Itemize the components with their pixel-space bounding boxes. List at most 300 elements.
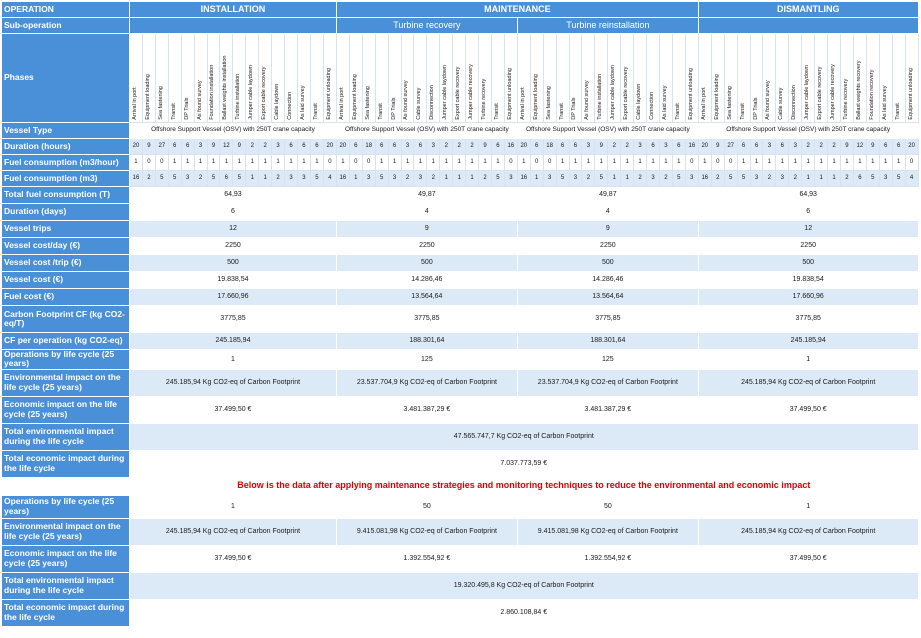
- row-label-vessel-cost-day: Vessel cost/day (€): [2, 238, 130, 255]
- phase-cell: [310, 34, 323, 123]
- table-row: [2, 221, 919, 238]
- group-value-fuel-cost: 17.660,96: [698, 289, 918, 306]
- phase-cell: [763, 34, 776, 123]
- phase-cell: [892, 34, 905, 123]
- phase-value: 1: [233, 155, 246, 171]
- phase-value: 0: [323, 155, 336, 171]
- phase-value: 3: [504, 171, 517, 187]
- group-value-cost-trip: 500: [336, 255, 517, 272]
- phase-value: 1: [246, 171, 259, 187]
- phase-cell: [802, 34, 815, 123]
- phase-value: 6: [879, 139, 892, 155]
- phase-value: 1: [259, 171, 272, 187]
- phase-value: 1: [246, 155, 259, 171]
- phase-label: As found survey: [196, 80, 203, 120]
- phase-cell: [841, 34, 854, 123]
- table-row: [2, 599, 919, 626]
- group-value-carbon-fp: 3775,85: [336, 306, 517, 333]
- phase-cell: [543, 34, 556, 123]
- group-value-cost-trip: 500: [698, 255, 918, 272]
- row-label-vessel-type: Vessel Type: [2, 123, 130, 139]
- phase-value: 3: [634, 139, 647, 155]
- phase-cell: [246, 34, 259, 123]
- phase-value: 3: [543, 171, 556, 187]
- phase-value: 2: [427, 171, 440, 187]
- row-label-econ-impact: Economic impact on the life cycle (25 years): [2, 545, 130, 572]
- phase-value: 1: [285, 155, 298, 171]
- table-row: [2, 18, 919, 34]
- phase-value: 6: [853, 171, 866, 187]
- phase-label: Equipment unloading: [687, 68, 694, 120]
- phase-value: 2: [608, 139, 621, 155]
- phase-value: 2: [142, 171, 155, 187]
- group-value-cost-day: 2250: [517, 238, 698, 255]
- row-label-total-econ: Total economic impact during the life cycle: [2, 450, 130, 477]
- phase-value: 16: [130, 171, 143, 187]
- table-row: [2, 139, 919, 155]
- phase-value: 1: [634, 155, 647, 171]
- group-value-vessel-cost: 14.286,46: [517, 272, 698, 289]
- phase-value: 6: [530, 139, 543, 155]
- phase-value: 1: [672, 155, 685, 171]
- phase-label: Turbine recovery: [843, 78, 850, 120]
- phase-cell: [414, 34, 427, 123]
- row-label-vessel-trips: Vessel trips: [2, 221, 130, 238]
- phase-value: 6: [750, 139, 763, 155]
- phase-value: 20: [517, 139, 530, 155]
- phase-value: 1: [491, 155, 504, 171]
- group-value-env: 23.537.704,9 Kg CO2-eq of Carbon Footprint: [517, 369, 698, 396]
- phase-value: 1: [659, 155, 672, 171]
- phase-value: 2: [440, 139, 453, 155]
- row-label-env-impact: Environmental impact on the life cycle (25 years): [2, 369, 130, 396]
- phase-label: Jumper cable recovery: [468, 64, 475, 120]
- group-value-env2: 9.415.081,98 Kg CO2-eq of Carbon Footprint: [517, 518, 698, 545]
- table-row: [2, 369, 919, 396]
- group-value-vessel-cost: 19.838,54: [130, 272, 337, 289]
- phase-cell: [853, 34, 866, 123]
- phase-value: 1: [479, 155, 492, 171]
- phase-label: Transit: [558, 103, 565, 120]
- group-value-env2: 245.185,94 Kg CO2-eq of Carbon Footprint: [130, 518, 337, 545]
- phase-value: 1: [789, 155, 802, 171]
- row-label-duration-days: Duration (days): [2, 204, 130, 221]
- phase-label: Sea fastening: [157, 86, 164, 120]
- phase-value: 5: [207, 171, 220, 187]
- phase-value: 3: [647, 171, 660, 187]
- phase-cell: [440, 34, 453, 123]
- phase-value: 20: [698, 139, 711, 155]
- group-value-ops: 125: [517, 350, 698, 370]
- phase-value: 6: [892, 139, 905, 155]
- phase-value: 0: [724, 155, 737, 171]
- phase-label: Turbine installation: [235, 74, 242, 120]
- phase-value: 1: [828, 155, 841, 171]
- phase-value: 3: [285, 171, 298, 187]
- phase-value: 1: [750, 155, 763, 171]
- phase-value: 20: [905, 139, 918, 155]
- phase-cell: [737, 34, 750, 123]
- phase-value: 3: [659, 139, 672, 155]
- phase-label: As laid survey: [300, 85, 307, 120]
- phase-value: 2: [802, 139, 815, 155]
- phase-cell: [285, 34, 298, 123]
- phase-cell: [181, 34, 194, 123]
- phase-value: 1: [272, 155, 285, 171]
- phase-value: 3: [776, 171, 789, 187]
- phase-label: Equipment loading: [532, 74, 539, 120]
- table-row: [2, 272, 919, 289]
- phase-value: 2: [194, 171, 207, 187]
- phase-value: 5: [155, 171, 168, 187]
- group-value-duration-days: 4: [517, 204, 698, 221]
- phase-cell: [233, 34, 246, 123]
- group-value-econ2: 1.392.554,92 €: [517, 545, 698, 572]
- phase-value: 2: [828, 139, 841, 155]
- phase-value: 1: [698, 155, 711, 171]
- phase-value: 12: [220, 139, 233, 155]
- phase-value: 3: [763, 139, 776, 155]
- phase-label: Connection: [649, 92, 656, 120]
- phase-value: 20: [130, 139, 143, 155]
- phase-value: 1: [737, 155, 750, 171]
- phase-value: 2: [246, 139, 259, 155]
- group-value-vessel-trips: 9: [336, 221, 517, 238]
- phase-cell: [375, 34, 388, 123]
- phase-label: As found survey: [403, 80, 410, 120]
- phase-label: Disconnection: [429, 85, 436, 120]
- phase-cell: [220, 34, 233, 123]
- phase-value: 2: [711, 171, 724, 187]
- table-row: [2, 255, 919, 272]
- phase-value: 12: [853, 139, 866, 155]
- group-value-ops2: 50: [517, 495, 698, 518]
- row-label-total-fuel: Total fuel consumption (T): [2, 187, 130, 204]
- row-label-total-env: Total environmental impact during the life cycle: [2, 572, 130, 599]
- table-row: [2, 123, 919, 139]
- phase-label: Turbine installation: [597, 74, 604, 120]
- vessel-type-value: Offshore Support Vessel (OSV) with 250T crane capacity: [517, 123, 698, 139]
- phase-value: 9: [841, 139, 854, 155]
- phase-value: 16: [336, 171, 349, 187]
- phase-label: Jumper cable recovery: [830, 64, 837, 120]
- sub-dismantling: [698, 18, 918, 34]
- phase-cell: [479, 34, 492, 123]
- phase-label: As laid survey: [662, 85, 669, 120]
- phase-cell: [750, 34, 763, 123]
- phase-value: 16: [504, 139, 517, 155]
- phase-value: 1: [517, 155, 530, 171]
- table-row: [2, 423, 919, 450]
- phase-value: 3: [879, 171, 892, 187]
- phase-value: 6: [310, 139, 323, 155]
- phase-label: Disconnection: [791, 85, 798, 120]
- phase-value: 5: [233, 171, 246, 187]
- table-row: [2, 187, 919, 204]
- phase-cell: [336, 34, 349, 123]
- phase-value: 2: [466, 139, 479, 155]
- phase-label: Arrival in port: [338, 87, 345, 120]
- phase-value: 1: [220, 155, 233, 171]
- phase-cell: [698, 34, 711, 123]
- phase-value: 2: [841, 171, 854, 187]
- group-value-ops: 125: [336, 350, 517, 370]
- row-label-fuel-consumption-rate: Fuel consumption (m3/hour): [2, 155, 130, 171]
- phase-value: 5: [310, 171, 323, 187]
- group-value-cf-op: 245.185,94: [698, 333, 918, 350]
- phase-value: 18: [362, 139, 375, 155]
- row-label-carbon-footprint: Carbon Footprint CF (kg CO2-eq/T): [2, 306, 130, 333]
- phase-value: 2: [582, 171, 595, 187]
- group-value-ops2: 1: [698, 495, 918, 518]
- phase-cell: [776, 34, 789, 123]
- phase-value: 1: [828, 171, 841, 187]
- phase-label: Equipment unloading: [907, 68, 914, 120]
- group-value-cost-day: 2250: [698, 238, 918, 255]
- phase-cell: [362, 34, 375, 123]
- phase-value: 1: [802, 155, 815, 171]
- group-value-ops: 1: [698, 350, 918, 370]
- phase-cell: [685, 34, 698, 123]
- phase-value: 1: [130, 155, 143, 171]
- phase-value: 20: [323, 139, 336, 155]
- phase-value: 1: [466, 171, 479, 187]
- phase-label: Ballast weights recovery: [855, 60, 862, 120]
- phase-value: 1: [427, 155, 440, 171]
- phase-label: Sea fastening: [545, 86, 552, 120]
- group-value-cost-day: 2250: [336, 238, 517, 255]
- group-value-econ: 3.481.387,29 €: [517, 396, 698, 423]
- phase-label: As laid survey: [881, 85, 888, 120]
- phase-label: DP Trials: [571, 97, 578, 120]
- table-row: [2, 238, 919, 255]
- group-value-carbon-fp: 3775,85: [517, 306, 698, 333]
- group-value-total-fuel: 49,87: [517, 187, 698, 204]
- row-label-fuel-consumption: Fuel consumption (m3): [2, 171, 130, 187]
- phase-value: 0: [349, 155, 362, 171]
- phase-value: 1: [310, 155, 323, 171]
- group-value-ops2: 50: [336, 495, 517, 518]
- phase-value: 1: [440, 155, 453, 171]
- table-row: [2, 204, 919, 221]
- phase-value: 2: [789, 171, 802, 187]
- group-value-cost-day: 2250: [130, 238, 337, 255]
- phase-label: Equipment unloading: [506, 68, 513, 120]
- phase-label: Transit: [739, 103, 746, 120]
- group-value-env: 23.537.704,9 Kg CO2-eq of Carbon Footprint: [336, 369, 517, 396]
- phase-cell: [647, 34, 660, 123]
- phase-cell: [453, 34, 466, 123]
- phase-value: 6: [285, 139, 298, 155]
- phase-value: 1: [815, 171, 828, 187]
- phase-value: 9: [479, 139, 492, 155]
- group-value-duration-days: 6: [698, 204, 918, 221]
- phase-value: 9: [233, 139, 246, 155]
- group-value-env: 245.185,94 Kg CO2-eq of Carbon Footprint: [130, 369, 337, 396]
- phase-cell: [491, 34, 504, 123]
- phase-label: Foundation installation: [209, 64, 216, 120]
- header-installation: INSTALLATION: [130, 2, 337, 18]
- phase-value: 6: [297, 139, 310, 155]
- group-value-vessel-trips: 12: [698, 221, 918, 238]
- phase-value: 3: [685, 171, 698, 187]
- phase-cell: [879, 34, 892, 123]
- phase-cell: [168, 34, 181, 123]
- table-row: [2, 545, 919, 572]
- phase-label: Export cable recovery: [623, 66, 630, 120]
- table-row: [2, 289, 919, 306]
- phase-value: 16: [517, 171, 530, 187]
- phase-value: 5: [595, 171, 608, 187]
- group-value-econ: 37.499,50 €: [698, 396, 918, 423]
- phase-value: 1: [841, 155, 854, 171]
- group-value-env2: 9.415.081,98 Kg CO2-eq of Carbon Footprint: [336, 518, 517, 545]
- improvement-note: Below is the data after applying maintenance strategies and monitoring techniques to reduce the environmental and economic impact: [130, 477, 919, 495]
- phase-value: 0: [543, 155, 556, 171]
- phase-value: 6: [569, 139, 582, 155]
- phase-value: 27: [724, 139, 737, 155]
- group-value-ops2: 1: [130, 495, 337, 518]
- phase-value: 5: [892, 171, 905, 187]
- phase-label: Export cable recovery: [261, 66, 268, 120]
- phase-value: 5: [556, 171, 569, 187]
- group-value-total-fuel: 49,87: [336, 187, 517, 204]
- phase-value: 20: [336, 139, 349, 155]
- group-value-env: 245.185,94 Kg CO2-eq of Carbon Footprint: [698, 369, 918, 396]
- table-row: [2, 518, 919, 545]
- phase-cell: [659, 34, 672, 123]
- header-dismantling: DISMANTLING: [698, 2, 918, 18]
- phase-cell: [259, 34, 272, 123]
- phase-value: 3: [582, 139, 595, 155]
- group-value-econ2: 37.499,50 €: [130, 545, 337, 572]
- phase-cell: [556, 34, 569, 123]
- phase-cell: [621, 34, 634, 123]
- phase-value: 3: [750, 171, 763, 187]
- phase-cell: [142, 34, 155, 123]
- phase-label: Transit: [494, 103, 501, 120]
- phase-value: 3: [272, 139, 285, 155]
- group-value-env2: 245.185,94 Kg CO2-eq of Carbon Footprint: [698, 518, 918, 545]
- row-label-vessel-cost-trip: Vessel cost /trip (€): [2, 255, 130, 272]
- phase-value: 1: [297, 155, 310, 171]
- phase-value: 6: [737, 139, 750, 155]
- phase-value: 1: [388, 155, 401, 171]
- phase-value: 27: [155, 139, 168, 155]
- phase-value: 1: [621, 171, 634, 187]
- phase-value: 2: [621, 139, 634, 155]
- group-value-vessel-cost: 14.286,46: [336, 272, 517, 289]
- phase-value: 1: [181, 155, 194, 171]
- phase-value: 1: [866, 155, 879, 171]
- table-row: [2, 2, 919, 18]
- phase-value: 2: [259, 139, 272, 155]
- phase-value: 2: [479, 171, 492, 187]
- phase-value: 1: [414, 155, 427, 171]
- row-label-sub-operation: Sub-operation: [2, 18, 130, 34]
- phase-cell: [130, 34, 143, 123]
- phase-value: 3: [297, 171, 310, 187]
- phase-value: 1: [401, 155, 414, 171]
- phase-value: 1: [194, 155, 207, 171]
- phase-value: 4: [323, 171, 336, 187]
- phase-value: 18: [543, 139, 556, 155]
- phase-value: 1: [556, 155, 569, 171]
- phase-label: Jumper cable laydown: [442, 65, 449, 120]
- lca-table: [1, 1, 919, 627]
- vessel-type-value: Offshore Support Vessel (OSV) with 250T crane capacity: [336, 123, 517, 139]
- group-value-fuel-cost: 13.564,64: [336, 289, 517, 306]
- phase-value: 5: [168, 171, 181, 187]
- vessel-type-value: Offshore Support Vessel (OSV) with 250T crane capacity: [130, 123, 337, 139]
- phase-value: 1: [608, 171, 621, 187]
- phase-label: Equipment loading: [351, 74, 358, 120]
- table-row: [2, 495, 919, 518]
- phase-value: 9: [711, 139, 724, 155]
- group-value-econ: 3.481.387,29 €: [336, 396, 517, 423]
- phase-value: 1: [595, 155, 608, 171]
- phase-label: Equipment loading: [144, 74, 151, 120]
- phase-cell: [323, 34, 336, 123]
- phase-cell: [530, 34, 543, 123]
- phase-value: 5: [491, 171, 504, 187]
- phase-value: 2: [272, 171, 285, 187]
- phase-value: 1: [466, 155, 479, 171]
- phase-value: 6: [375, 139, 388, 155]
- phase-value: 3: [427, 139, 440, 155]
- phase-value: 5: [672, 171, 685, 187]
- phase-label: DP Trials: [183, 97, 190, 120]
- row-label-operation: OPERATION: [2, 2, 130, 18]
- header-maintenance: MAINTENANCE: [336, 2, 698, 18]
- phase-value: 2: [453, 139, 466, 155]
- phase-value: 1: [892, 155, 905, 171]
- phase-value: 2: [634, 171, 647, 187]
- total-value: 47.565.747,7 Kg CO2-eq of Carbon Footprint: [130, 423, 919, 450]
- phase-value: 0: [530, 155, 543, 171]
- phase-cell: [388, 34, 401, 123]
- phase-value: 6: [647, 139, 660, 155]
- phase-value: 9: [595, 139, 608, 155]
- phase-value: 1: [168, 155, 181, 171]
- phase-value: 0: [155, 155, 168, 171]
- phase-cell: [349, 34, 362, 123]
- table-row: [2, 396, 919, 423]
- phase-value: 1: [336, 155, 349, 171]
- phase-value: 0: [504, 155, 517, 171]
- phase-value: 4: [905, 171, 918, 187]
- phase-value: 3: [401, 139, 414, 155]
- phase-label: As found survey: [584, 80, 591, 120]
- phase-value: 5: [737, 171, 750, 187]
- phase-value: 1: [647, 155, 660, 171]
- group-value-total-fuel: 64,93: [698, 187, 918, 204]
- sub-turbine-reinstallation: Turbine reinstallation: [517, 18, 698, 34]
- phase-value: 16: [698, 171, 711, 187]
- phase-label: Transit: [170, 103, 177, 120]
- phase-label: Ballast weights installation: [222, 55, 229, 120]
- total-value: 7.037.773,59 €: [130, 450, 919, 477]
- phase-cell: [582, 34, 595, 123]
- phase-value: 5: [375, 171, 388, 187]
- phase-value: 1: [763, 155, 776, 171]
- row-label-fuel-cost: Fuel cost (€): [2, 289, 130, 306]
- phase-cell: [504, 34, 517, 123]
- phase-label: Cable survey: [778, 87, 785, 120]
- table-row: [2, 572, 919, 599]
- phase-label: Sea fastening: [364, 86, 371, 120]
- group-value-carbon-fp: 3775,85: [698, 306, 918, 333]
